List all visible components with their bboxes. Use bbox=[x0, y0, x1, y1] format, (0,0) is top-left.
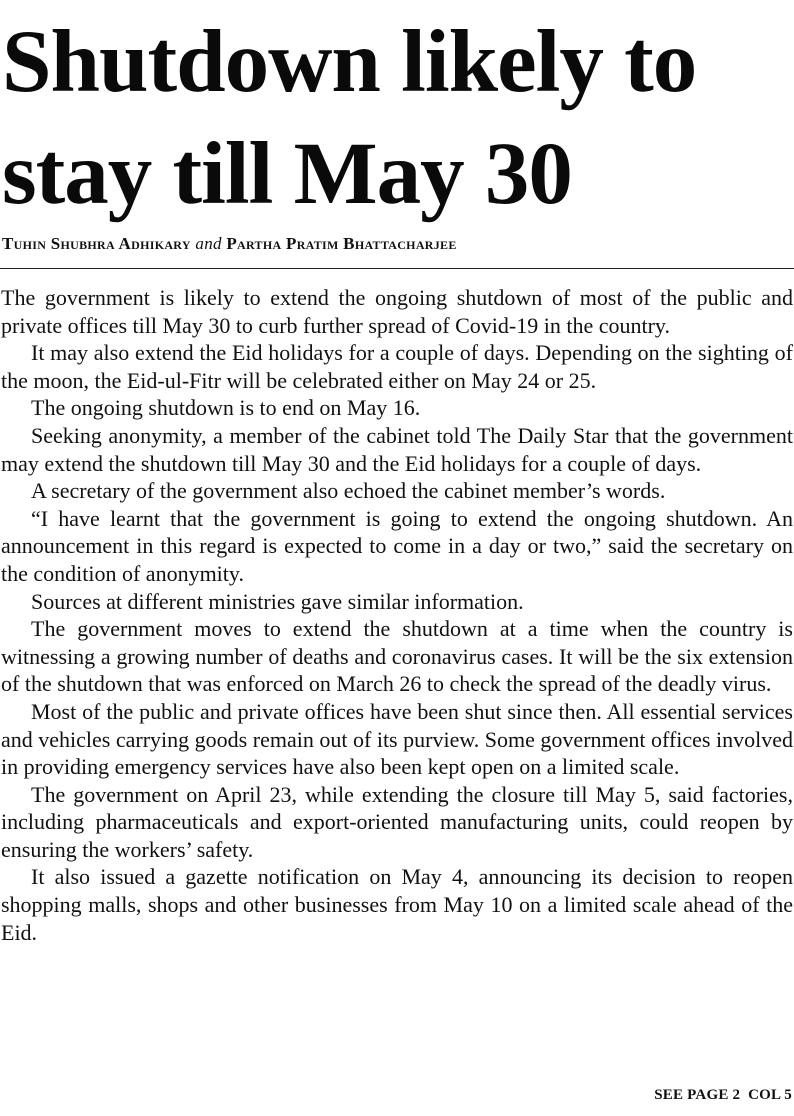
article-paragraph: The government on April 23, while extending the closure till May 5, said factories, including pharmaceuticals and export-oriented manufacturing units, could reopen by ensuring the workers’ safety. bbox=[1, 781, 793, 862]
continued-on-page-note: SEE PAGE 2 COL 5 bbox=[654, 1087, 792, 1103]
article-paragraph: The government moves to extend the shutdown at a time when the country is witnessing a growing number of deaths and coronavirus cases. It will be the six extension of the shutdown that was enforced on March 26 to check the spread of the deadly virus. bbox=[1, 616, 793, 697]
article-body bbox=[1, 284, 793, 946]
byline-conjunction: and bbox=[195, 234, 222, 253]
byline-author-1: Tuhin Shubhra Adhikary bbox=[2, 234, 191, 253]
article-paragraph: Sources at different ministries gave similar information. bbox=[31, 588, 524, 614]
article-paragraph: A secretary of the government also echoed the cabinet member’s words. bbox=[31, 478, 666, 504]
article-paragraph: It may also extend the Eid holidays for a couple of days. Depending on the sighting of the moon, the Eid-ul-Fitr will be celebrated either on May 24 or 25. bbox=[1, 340, 793, 393]
article-paragraph: Seeking anonymity, a member of the cabinet told The Daily Star that the government may extend the shutdown till May 30 and the Eid holidays for a couple of days. bbox=[1, 422, 793, 476]
article-paragraph: Most of the public and private offices have been shut since then. All essential services and vehicles carrying goods remain out of its purview. Some government offices involved in providing emergency services have also been kept open on a limited scale. bbox=[1, 698, 793, 780]
byline-author-2: Partha Pratim Bhattacharjee bbox=[226, 234, 457, 253]
byline bbox=[2, 232, 794, 256]
article-paragraph: The ongoing shutdown is to end on May 16. bbox=[31, 395, 421, 421]
article-paragraph: It also issued a gazette notification on May 4, announcing its decision to reopen shopping malls, shops and other businesses from May 10 on a limited scale ahead of the Eid. bbox=[1, 864, 793, 945]
article-paragraph: “I have learnt that the government is going to extend the ongoing shutdown. An announcement in this regard is expected to come in a day or two,” said the secretary on the condition of anonymity. bbox=[1, 505, 793, 586]
headline: Shutdown likely to stay till May 30 bbox=[2, 13, 697, 223]
article-paragraph: The government is likely to extend the ongoing shutdown of most of the public and private offices till May 30 to curb further spread of Covid-19 in the country. bbox=[1, 285, 793, 338]
byline-divider bbox=[0, 268, 794, 269]
